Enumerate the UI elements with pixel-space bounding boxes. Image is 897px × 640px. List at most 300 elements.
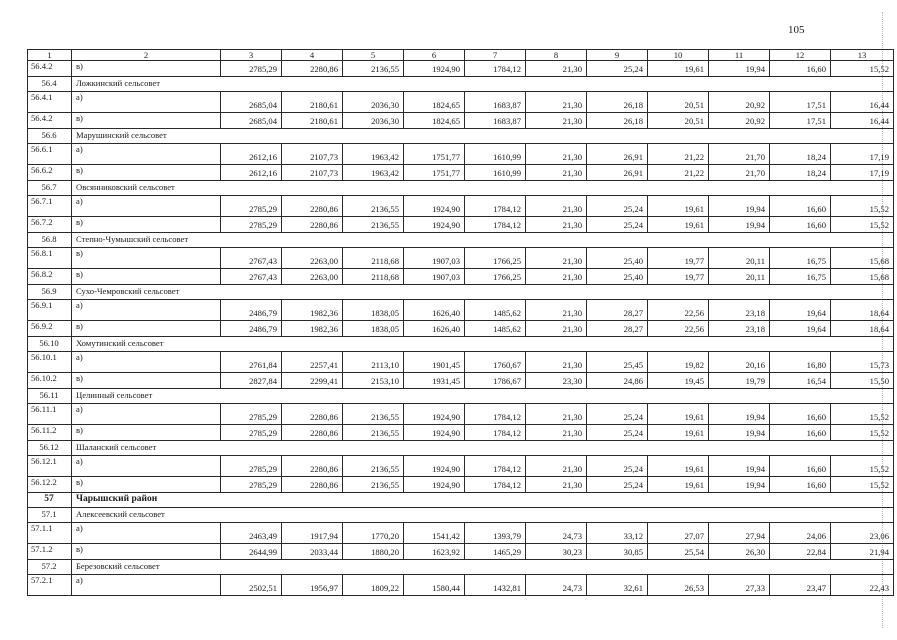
column-number-cell: 4 [282,50,343,61]
row-subitem: в) [72,165,221,181]
section-row [28,508,894,523]
value-cell: 1610,99 [465,165,526,181]
value-cell: 2785,29 [221,425,282,441]
value-cell: 1784,12 [465,456,526,477]
value-cell: 23,06 [831,523,894,544]
column-number-cell: 10 [648,50,709,61]
table-row [28,196,894,217]
value-cell: 24,86 [587,373,648,389]
table-row [28,352,894,373]
value-cell: 2180,61 [282,113,343,129]
value-cell: 2486,79 [221,300,282,321]
value-cell: 2767,43 [221,269,282,285]
value-cell: 2263,00 [282,269,343,285]
value-cell: 20,92 [709,113,770,129]
table-row [28,425,894,441]
value-cell: 1465,29 [465,544,526,560]
value-cell: 1838,05 [343,300,404,321]
value-cell: 15,52 [831,196,894,217]
row-code: 56.11.2 [28,425,72,441]
table-row [28,269,894,285]
row-code: 56.7.2 [28,217,72,233]
value-cell: 2153,10 [343,373,404,389]
section-row [28,560,894,575]
row-subitem: в) [72,248,221,269]
value-cell: 1626,40 [404,321,465,337]
value-cell: 2118,68 [343,248,404,269]
column-number-cell: 7 [465,50,526,61]
row-subitem: а) [72,456,221,477]
row-code: 56.11.1 [28,404,72,425]
value-cell: 1580,44 [404,575,465,596]
value-cell: 19,61 [648,425,709,441]
value-cell: 21,30 [526,196,587,217]
value-cell: 19,94 [709,196,770,217]
value-cell: 21,30 [526,92,587,113]
section-name: Целинный сельсовет [72,389,894,404]
value-cell: 23,18 [709,321,770,337]
value-cell: 19,94 [709,456,770,477]
row-code: 56.10.2 [28,373,72,389]
column-number-cell: 2 [72,50,221,61]
value-cell: 21,94 [831,544,894,560]
row-code: 57.1.1 [28,523,72,544]
value-cell: 1623,92 [404,544,465,560]
value-cell: 2280,86 [282,456,343,477]
value-cell: 21,30 [526,456,587,477]
value-cell: 2761,84 [221,352,282,373]
value-cell: 1924,90 [404,404,465,425]
table-row [28,456,894,477]
table-row [28,92,894,113]
row-subitem: а) [72,523,221,544]
value-cell: 1485,62 [465,321,526,337]
table-row [28,165,894,181]
value-cell: 20,11 [709,269,770,285]
section-row [28,129,894,144]
value-cell: 1838,05 [343,321,404,337]
value-cell: 32,61 [587,575,648,596]
value-cell: 26,91 [587,144,648,165]
value-cell: 21,30 [526,425,587,441]
row-subitem: а) [72,92,221,113]
value-cell: 26,91 [587,165,648,181]
section-name: Березовский сельсовет [72,560,894,575]
value-cell: 22,56 [648,321,709,337]
value-cell: 2136,55 [343,425,404,441]
value-cell: 19,61 [648,477,709,493]
value-cell: 1485,62 [465,300,526,321]
value-cell: 1963,42 [343,144,404,165]
value-cell: 2280,86 [282,196,343,217]
value-cell: 19,77 [648,269,709,285]
value-cell: 20,51 [648,92,709,113]
value-cell: 21,22 [648,144,709,165]
value-cell: 2136,55 [343,196,404,217]
value-cell: 20,51 [648,113,709,129]
row-code: 56.12.1 [28,456,72,477]
column-number-cell: 1 [28,50,72,61]
value-cell: 1924,90 [404,425,465,441]
value-cell: 21,30 [526,300,587,321]
value-cell: 2463,49 [221,523,282,544]
value-cell: 2280,86 [282,477,343,493]
section-code: 56.9 [28,285,72,300]
value-cell: 1907,03 [404,269,465,285]
value-cell: 22,43 [831,575,894,596]
value-cell: 25,24 [587,196,648,217]
row-code: 56.6.1 [28,144,72,165]
value-cell: 15,68 [831,248,894,269]
value-cell: 19,94 [709,425,770,441]
value-cell: 1766,25 [465,248,526,269]
value-cell: 2257,41 [282,352,343,373]
column-number-cell: 5 [343,50,404,61]
value-cell: 1432,81 [465,575,526,596]
table-row [28,404,894,425]
value-cell: 26,30 [709,544,770,560]
value-cell: 1982,36 [282,300,343,321]
value-cell: 24,73 [526,575,587,596]
row-code: 56.12.2 [28,477,72,493]
value-cell: 25,24 [587,404,648,425]
value-cell: 1766,25 [465,269,526,285]
value-cell: 19,61 [648,404,709,425]
value-cell: 19,94 [709,404,770,425]
value-cell: 2263,00 [282,248,343,269]
value-cell: 2036,30 [343,92,404,113]
value-cell: 21,30 [526,477,587,493]
row-subitem: в) [72,425,221,441]
value-cell: 2827,84 [221,373,282,389]
value-cell: 2502,51 [221,575,282,596]
value-cell: 26,18 [587,92,648,113]
value-cell: 1931,45 [404,373,465,389]
value-cell: 2113,10 [343,352,404,373]
row-code: 56.4.2 [28,61,72,77]
value-cell: 1610,99 [465,144,526,165]
value-cell: 23,18 [709,300,770,321]
value-cell: 1824,65 [404,113,465,129]
value-cell: 2612,16 [221,144,282,165]
value-cell: 1880,20 [343,544,404,560]
value-cell: 1784,12 [465,477,526,493]
value-cell: 1393,79 [465,523,526,544]
value-cell: 25,24 [587,217,648,233]
value-cell: 16,60 [770,217,831,233]
value-cell: 21,70 [709,165,770,181]
page-number: 105 [788,24,805,36]
value-cell: 2136,55 [343,404,404,425]
value-cell: 1924,90 [404,456,465,477]
value-cell: 16,54 [770,373,831,389]
section-code: 56.12 [28,441,72,456]
table-row [28,544,894,560]
value-cell: 2644,99 [221,544,282,560]
value-cell: 15,52 [831,456,894,477]
table-row [28,113,894,129]
row-subitem: в) [72,217,221,233]
value-cell: 2033,44 [282,544,343,560]
value-cell: 18,64 [831,300,894,321]
value-cell: 21,30 [526,61,587,77]
district-row [28,493,894,508]
value-cell: 1924,90 [404,196,465,217]
value-cell: 18,24 [770,144,831,165]
row-subitem: в) [72,544,221,560]
value-cell: 1770,20 [343,523,404,544]
value-cell: 21,30 [526,144,587,165]
value-cell: 1917,94 [282,523,343,544]
table-row [28,373,894,389]
value-cell: 2486,79 [221,321,282,337]
value-cell: 16,75 [770,269,831,285]
value-cell: 16,75 [770,248,831,269]
value-cell: 15,52 [831,404,894,425]
value-cell: 23,30 [526,373,587,389]
value-cell: 25,24 [587,477,648,493]
table-row [28,477,894,493]
section-name: Овсянниковский сельсовет [72,181,894,196]
value-cell: 2785,29 [221,217,282,233]
section-row [28,181,894,196]
value-cell: 2136,55 [343,61,404,77]
value-cell: 22,56 [648,300,709,321]
value-cell: 19,61 [648,456,709,477]
value-cell: 21,30 [526,113,587,129]
value-cell: 1924,90 [404,477,465,493]
value-cell: 2280,86 [282,61,343,77]
value-cell: 19,82 [648,352,709,373]
value-cell: 2180,61 [282,92,343,113]
section-code: 56.6 [28,129,72,144]
value-cell: 1751,77 [404,165,465,181]
value-cell: 1784,12 [465,196,526,217]
value-cell: 2785,29 [221,196,282,217]
value-cell: 2299,41 [282,373,343,389]
section-code: 57.2 [28,560,72,575]
value-cell: 1901,45 [404,352,465,373]
value-cell: 1907,03 [404,248,465,269]
table-row [28,300,894,321]
section-code: 57 [28,493,72,508]
value-cell: 20,11 [709,248,770,269]
value-cell: 19,94 [709,61,770,77]
row-subitem: а) [72,300,221,321]
column-number-cell: 12 [770,50,831,61]
value-cell: 1924,90 [404,217,465,233]
value-cell: 16,60 [770,196,831,217]
value-cell: 25,54 [648,544,709,560]
value-cell: 27,33 [709,575,770,596]
column-number-cell: 11 [709,50,770,61]
value-cell: 18,64 [831,321,894,337]
value-cell: 1824,65 [404,92,465,113]
value-cell: 21,70 [709,144,770,165]
column-number-header [28,50,894,61]
row-code: 56.8.1 [28,248,72,269]
value-cell: 2612,16 [221,165,282,181]
table-row [28,144,894,165]
section-row [28,441,894,456]
row-code: 56.9.1 [28,300,72,321]
value-cell: 1809,22 [343,575,404,596]
value-cell: 27,94 [709,523,770,544]
value-cell: 16,60 [770,61,831,77]
column-number-cell: 8 [526,50,587,61]
section-code: 56.7 [28,181,72,196]
value-cell: 26,53 [648,575,709,596]
value-cell: 15,52 [831,477,894,493]
value-cell: 2136,55 [343,456,404,477]
value-cell: 30,85 [587,544,648,560]
value-cell: 21,30 [526,321,587,337]
table-body [28,50,894,596]
value-cell: 21,30 [526,248,587,269]
row-code: 56.10.1 [28,352,72,373]
value-cell: 19,64 [770,321,831,337]
value-cell: 1784,12 [465,425,526,441]
value-cell: 21,30 [526,165,587,181]
value-cell: 1626,40 [404,300,465,321]
value-cell: 2136,55 [343,477,404,493]
value-cell: 2036,30 [343,113,404,129]
value-cell: 19,45 [648,373,709,389]
value-cell: 15,68 [831,269,894,285]
table-row [28,248,894,269]
table-row [28,523,894,544]
section-row [28,77,894,92]
value-cell: 25,24 [587,456,648,477]
value-cell: 20,16 [709,352,770,373]
row-code: 56.4.1 [28,92,72,113]
value-cell: 21,30 [526,269,587,285]
value-cell: 15,52 [831,61,894,77]
section-code: 56.4 [28,77,72,92]
value-cell: 24,73 [526,523,587,544]
section-name: Марушинский сельсовет [72,129,894,144]
value-cell: 20,92 [709,92,770,113]
row-subitem: а) [72,196,221,217]
value-cell: 17,19 [831,144,894,165]
value-cell: 2107,73 [282,144,343,165]
row-code: 56.7.1 [28,196,72,217]
row-subitem: а) [72,404,221,425]
value-cell: 1784,12 [465,404,526,425]
column-number-cell: 6 [404,50,465,61]
value-cell: 30,23 [526,544,587,560]
value-cell: 19,61 [648,61,709,77]
column-number-cell: 13 [831,50,894,61]
row-code: 56.8.2 [28,269,72,285]
value-cell: 24,06 [770,523,831,544]
value-cell: 2785,29 [221,61,282,77]
table-row [28,575,894,596]
value-cell: 19,64 [770,300,831,321]
value-cell: 2280,86 [282,217,343,233]
value-cell: 1760,67 [465,352,526,373]
value-cell: 21,30 [526,352,587,373]
value-cell: 2785,29 [221,404,282,425]
column-number-cell: 9 [587,50,648,61]
row-subitem: в) [72,61,221,77]
value-cell: 16,80 [770,352,831,373]
value-cell: 17,19 [831,165,894,181]
value-cell: 22,84 [770,544,831,560]
value-cell: 19,94 [709,477,770,493]
value-cell: 33,12 [587,523,648,544]
value-cell: 2118,68 [343,269,404,285]
value-cell: 1924,90 [404,61,465,77]
value-cell: 2685,04 [221,92,282,113]
value-cell: 21,30 [526,404,587,425]
value-cell: 16,60 [770,404,831,425]
value-cell: 1683,87 [465,92,526,113]
section-code: 56.11 [28,389,72,404]
section-code: 57.1 [28,508,72,523]
tariff-table [27,49,894,596]
value-cell: 2785,29 [221,456,282,477]
value-cell: 25,40 [587,248,648,269]
value-cell: 1963,42 [343,165,404,181]
row-code: 56.6.2 [28,165,72,181]
column-number-cell: 3 [221,50,282,61]
section-row [28,337,894,352]
district-name: Чарышский район [72,493,894,508]
value-cell: 16,60 [770,456,831,477]
value-cell: 23,47 [770,575,831,596]
value-cell: 2280,86 [282,425,343,441]
value-cell: 1956,97 [282,575,343,596]
row-subitem: в) [72,373,221,389]
value-cell: 1784,12 [465,217,526,233]
value-cell: 19,94 [709,217,770,233]
value-cell: 25,24 [587,61,648,77]
value-cell: 1786,67 [465,373,526,389]
value-cell: 2785,29 [221,477,282,493]
value-cell: 17,51 [770,113,831,129]
section-name: Сухо-Чемровский сельсовет [72,285,894,300]
section-row [28,233,894,248]
section-code: 56.10 [28,337,72,352]
section-row [28,285,894,300]
section-name: Хомутинский сельсовет [72,337,894,352]
table-row [28,321,894,337]
value-cell: 2136,55 [343,217,404,233]
value-cell: 28,27 [587,321,648,337]
value-cell: 25,45 [587,352,648,373]
row-code: 56.9.2 [28,321,72,337]
row-subitem: а) [72,575,221,596]
value-cell: 19,61 [648,217,709,233]
section-row [28,389,894,404]
value-cell: 1541,42 [404,523,465,544]
value-cell: 1751,77 [404,144,465,165]
table-row [28,217,894,233]
value-cell: 15,52 [831,425,894,441]
value-cell: 19,61 [648,196,709,217]
value-cell: 25,40 [587,269,648,285]
value-cell: 16,60 [770,425,831,441]
section-code: 56.8 [28,233,72,248]
value-cell: 2767,43 [221,248,282,269]
row-subitem: в) [72,113,221,129]
row-subitem: а) [72,352,221,373]
row-subitem: в) [72,477,221,493]
section-name: Шаланский сельсовет [72,441,894,456]
row-code: 57.2.1 [28,575,72,596]
row-code: 56.4.2 [28,113,72,129]
